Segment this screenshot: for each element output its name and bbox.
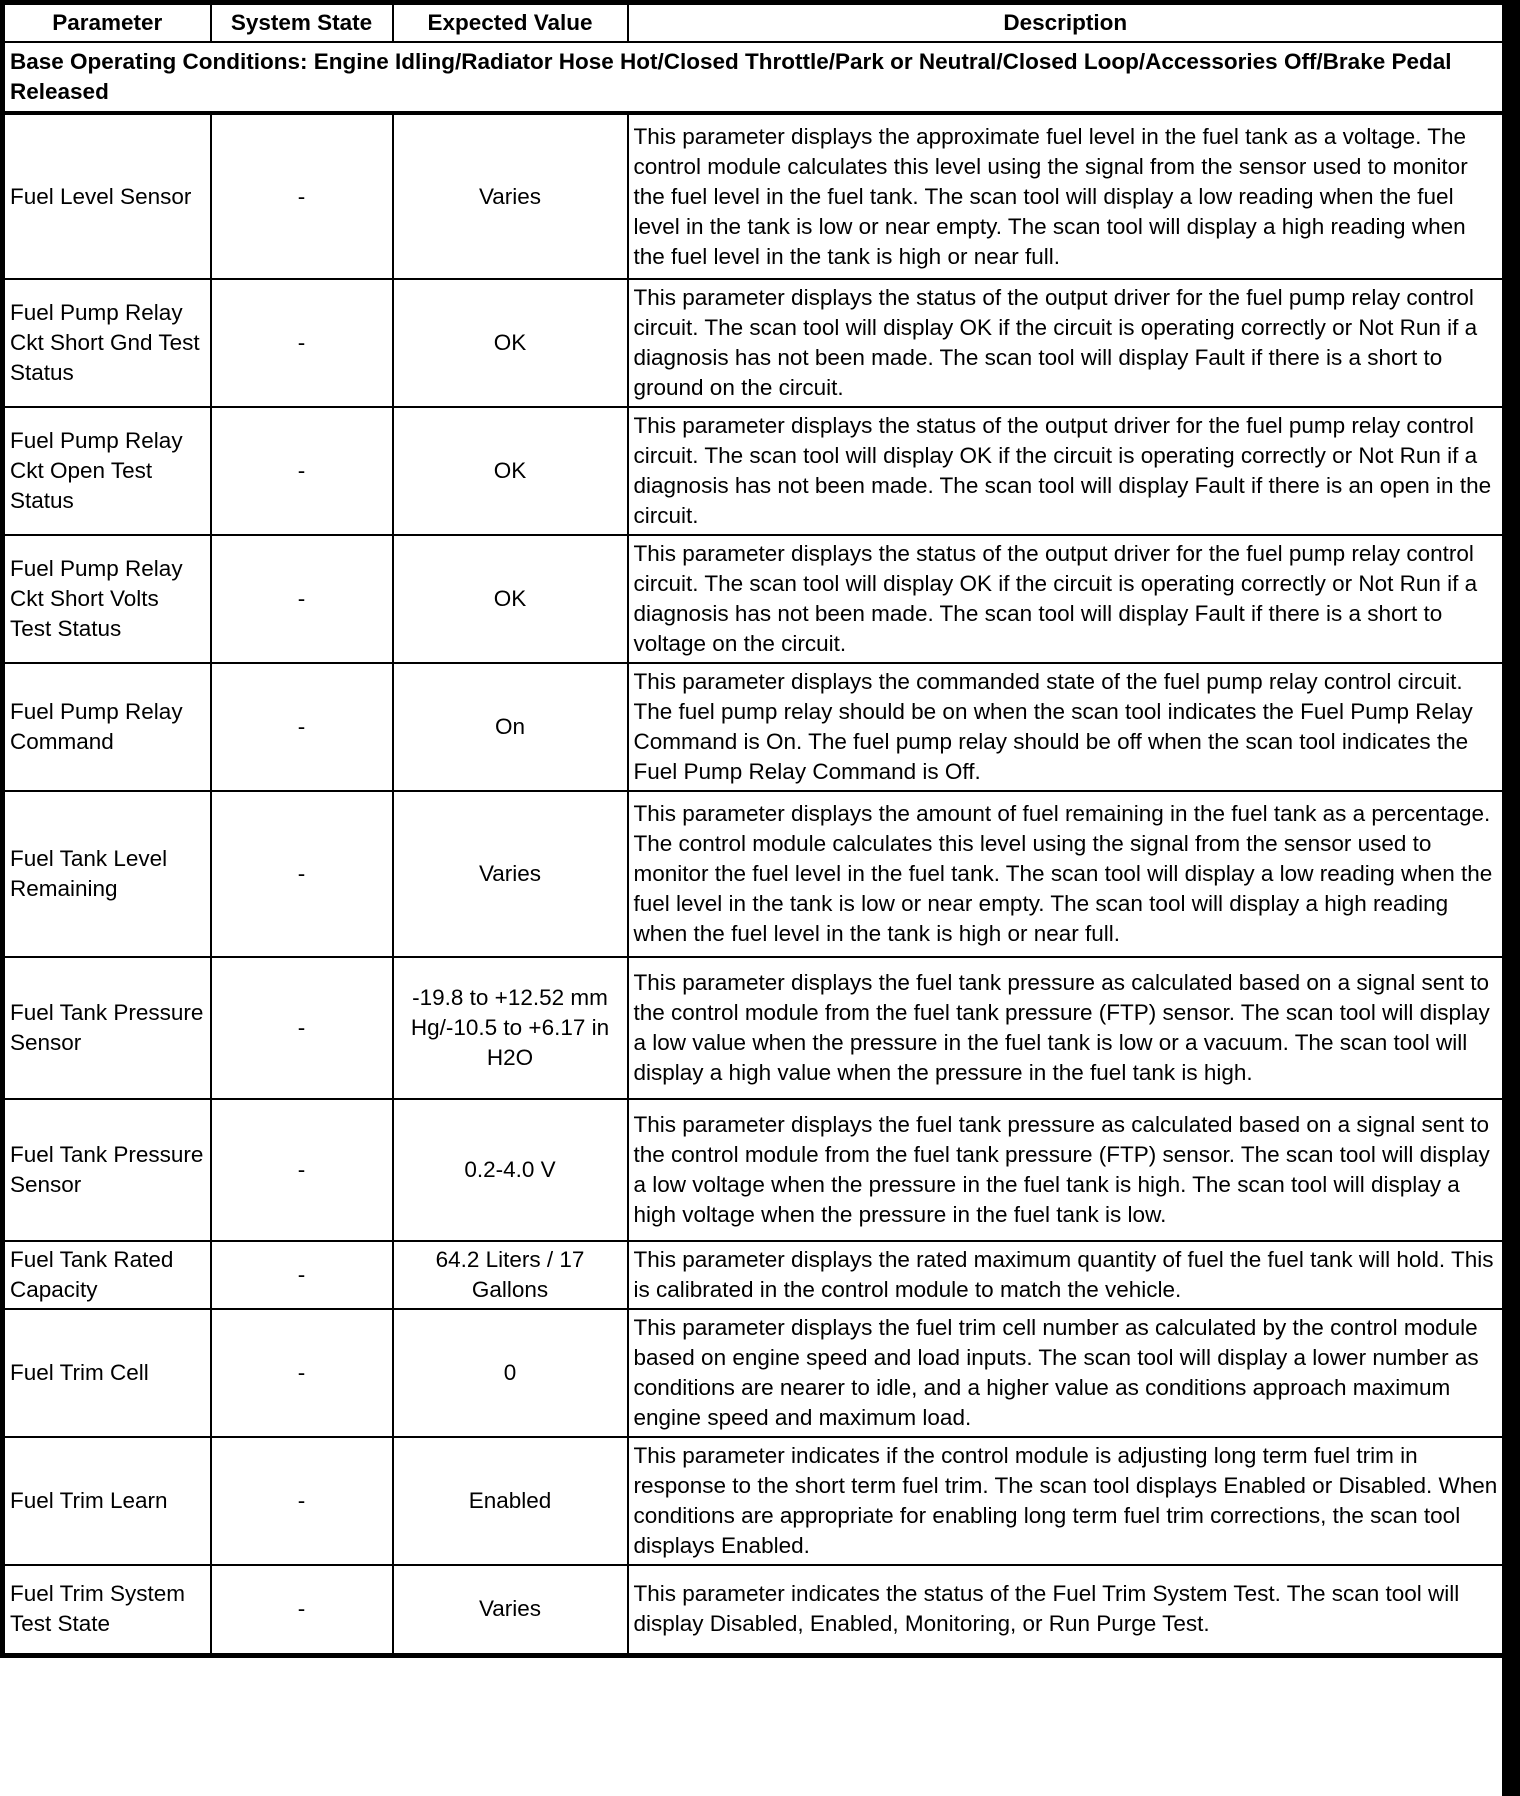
system-state-cell: - (211, 663, 393, 791)
parameter-cell: Fuel Level Sensor (3, 113, 211, 279)
system-state-cell: - (211, 535, 393, 663)
parameter-cell: Fuel Tank Rated Capacity (3, 1241, 211, 1309)
parameter-cell: Fuel Tank Pressure Sensor (3, 1099, 211, 1241)
expected-value-cell: Varies (393, 1565, 628, 1655)
expected-value-cell: 0.2-4.0 V (393, 1099, 628, 1241)
table-row (3, 113, 1505, 279)
table-row (3, 407, 1505, 535)
description-cell: This parameter displays the approximate fuel level in the fuel tank as a voltage. The control module calculates this level using the signal from the sensor used to monitor the fuel level in the fuel tank. The scan tool will display a low reading when the fuel level in the tank is low or near empty. The scan tool will display a high reading when the fuel level in the tank is high or near full. (628, 113, 1505, 279)
system-state-cell: - (211, 279, 393, 407)
system-state-cell: - (211, 113, 393, 279)
system-state-cell: - (211, 1309, 393, 1437)
expected-value-cell: OK (393, 535, 628, 663)
parameter-cell: Fuel Tank Pressure Sensor (3, 957, 211, 1099)
table-row (3, 279, 1505, 407)
parameter-cell: Fuel Pump Relay Command (3, 663, 211, 791)
parameter-cell: Fuel Tank Level Remaining (3, 791, 211, 957)
parameter-cell: Fuel Pump Relay Ckt Short Volts Test Status (3, 535, 211, 663)
system-state-cell: - (211, 791, 393, 957)
description-cell: This parameter displays the status of the output driver for the fuel pump relay control circuit. The scan tool will display OK if the circuit is operating correctly or Not Run if a diagnosis has not been made. The scan tool will display Fault if there is a short to ground on the circuit. (628, 279, 1505, 407)
parameter-cell: Fuel Trim System Test State (3, 1565, 211, 1655)
expected-value-cell: Enabled (393, 1437, 628, 1565)
system-state-cell: - (211, 1241, 393, 1309)
expected-value-cell: Varies (393, 791, 628, 957)
table-row (3, 1241, 1505, 1309)
description-cell: This parameter indicates if the control module is adjusting long term fuel trim in response to the short term fuel trim. The scan tool displays Enabled or Disabled. When conditions are appropriate for enabling long term fuel trim corrections, the scan tool displays Enabled. (628, 1437, 1505, 1565)
header-description: Description (628, 3, 1505, 43)
base-conditions: Base Operating Conditions: Engine Idling/Radiator Hose Hot/Closed Throttle/Park or Neutral/Closed Loop/Accessories Off/Brake Pedal Released (3, 42, 1505, 113)
system-state-cell: - (211, 1099, 393, 1241)
table-row (3, 791, 1505, 957)
header-system-state: System State (211, 3, 393, 43)
system-state-cell: - (211, 1565, 393, 1655)
description-cell: This parameter displays the fuel trim cell number as calculated by the control module based on engine speed and load inputs. The scan tool will display a lower number as conditions are nearer to idle, and a higher value as conditions approach maximum engine speed and maximum load. (628, 1309, 1505, 1437)
base-conditions-row (3, 42, 1505, 113)
description-cell: This parameter indicates the status of the Fuel Trim System Test. The scan tool will display Disabled, Enabled, Monitoring, or Run Purge Test. (628, 1565, 1505, 1655)
parameter-cell: Fuel Pump Relay Ckt Short Gnd Test Status (3, 279, 211, 407)
table-row (3, 535, 1505, 663)
parameter-cell: Fuel Trim Cell (3, 1309, 211, 1437)
expected-value-cell: 64.2 Liters / 17 Gallons (393, 1241, 628, 1309)
parameter-cell: Fuel Pump Relay Ckt Open Test Status (3, 407, 211, 535)
description-cell: This parameter displays the commanded state of the fuel pump relay control circuit. The fuel pump relay should be on when the scan tool indicates the Fuel Pump Relay Command is On. The fuel pump relay should be off when the scan tool indicates the Fuel Pump Relay Command is Off. (628, 663, 1505, 791)
description-cell: This parameter displays the fuel tank pressure as calculated based on a signal sent to the control module from the fuel tank pressure (FTP) sensor. The scan tool will display a low value when the pressure in the fuel tank is low or a vacuum. The scan tool will display a high value when the pressure in the fuel tank is high. (628, 957, 1505, 1099)
expected-value-cell: 0 (393, 1309, 628, 1437)
parameter-cell: Fuel Trim Learn (3, 1437, 211, 1565)
header-expected-value: Expected Value (393, 3, 628, 43)
table-row (3, 957, 1505, 1099)
system-state-cell: - (211, 407, 393, 535)
expected-value-cell: On (393, 663, 628, 791)
description-cell: This parameter displays the status of the output driver for the fuel pump relay control circuit. The scan tool will display OK if the circuit is operating correctly or Not Run if a diagnosis has not been made. The scan tool will display Fault if there is a short to voltage on the circuit. (628, 535, 1505, 663)
table-row (3, 1309, 1505, 1437)
expected-value-cell: Varies (393, 113, 628, 279)
system-state-cell: - (211, 1437, 393, 1565)
description-cell: This parameter displays the status of the output driver for the fuel pump relay control circuit. The scan tool will display OK if the circuit is operating correctly or Not Run if a diagnosis has not been made. The scan tool will display Fault if there is an open in the circuit. (628, 407, 1505, 535)
description-cell: This parameter displays the fuel tank pressure as calculated based on a signal sent to the control module from the fuel tank pressure (FTP) sensor. The scan tool will display a low voltage when the pressure in the fuel tank is high. The scan tool will display a high voltage when the pressure in the fuel tank is low. (628, 1099, 1505, 1241)
system-state-cell: - (211, 957, 393, 1099)
header-parameter: Parameter (3, 3, 211, 43)
expected-value-cell: -19.8 to +12.52 mm Hg/-10.5 to +6.17 in H2O (393, 957, 628, 1099)
table-row (3, 1437, 1505, 1565)
description-cell: This parameter displays the amount of fuel remaining in the fuel tank as a percentage. The control module calculates this level using the signal from the sensor used to monitor the fuel level in the fuel tank. The scan tool will display a low reading when the fuel level in the tank is low or near empty. The scan tool will display a high reading when the fuel level in the tank is high or near full. (628, 791, 1505, 957)
table-row (3, 1099, 1505, 1241)
header-row (3, 3, 1505, 43)
expected-value-cell: OK (393, 407, 628, 535)
expected-value-cell: OK (393, 279, 628, 407)
table-row (3, 663, 1505, 791)
table-row (3, 1565, 1505, 1655)
description-cell: This parameter displays the rated maximum quantity of fuel the fuel tank will hold. This is calibrated in the control module to match the vehicle. (628, 1241, 1505, 1309)
